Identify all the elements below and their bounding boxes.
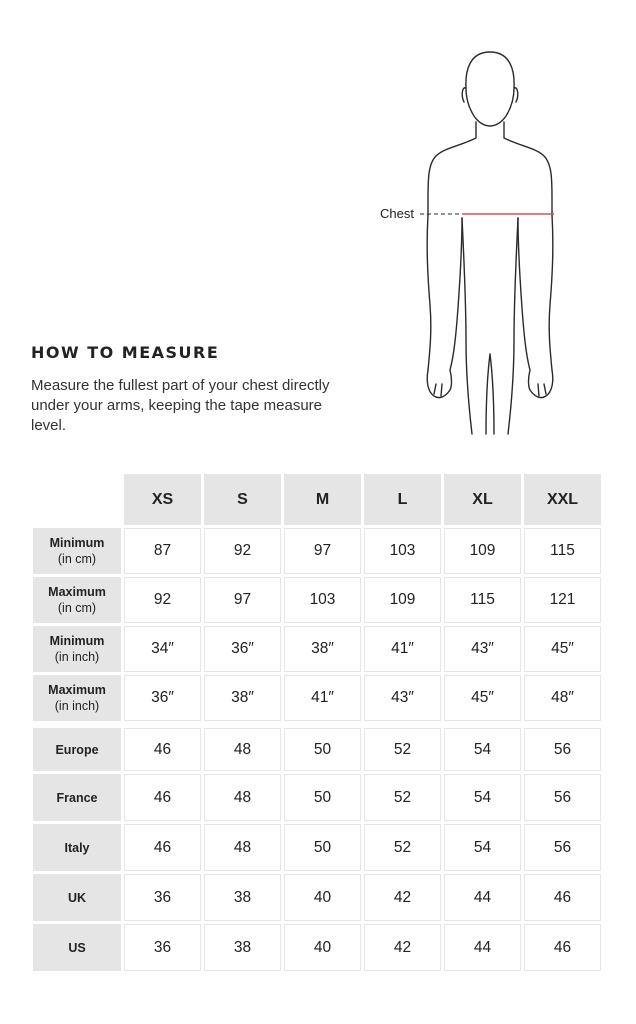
table-cell: 92 (124, 577, 201, 623)
row-label (33, 528, 121, 574)
row-label-main: Minimum (49, 536, 105, 550)
table-cell: 50 (284, 774, 361, 821)
size-header-s: S (204, 474, 281, 525)
table-cell: 41″ (364, 626, 441, 672)
table-cell: 97 (284, 528, 361, 574)
table-cell: 92 (204, 528, 281, 574)
row-label-unit: (in cm) (57, 552, 97, 566)
table-cell: 43″ (364, 675, 441, 721)
table-cell: 115 (524, 528, 601, 574)
table-cell: 50 (284, 724, 361, 771)
table-cell: 44 (444, 874, 521, 921)
table-row (33, 824, 601, 871)
human-figure-icon (370, 40, 610, 440)
row-label (33, 626, 121, 672)
table-row (33, 577, 601, 623)
table-cell: 36″ (124, 675, 201, 721)
row-label-unit: (in cm) (57, 601, 97, 615)
corner-cell (33, 474, 121, 525)
how-to-measure-description: Measure the fullest part of your chest directly under your arms, keeping the tape measure level. (31, 377, 330, 434)
size-header-xl: XL (444, 474, 521, 525)
table-cell: 45″ (444, 675, 521, 721)
table-row (33, 675, 601, 721)
table-cell: 38″ (204, 675, 281, 721)
table-cell: 36 (124, 874, 201, 921)
row-label: Europe (33, 724, 121, 771)
table-row (33, 724, 601, 771)
table-cell: 36″ (204, 626, 281, 672)
size-header-m: M (284, 474, 361, 525)
table-cell: 103 (364, 528, 441, 574)
measurement-rows (33, 528, 601, 721)
table-row (33, 924, 601, 971)
table-cell: 52 (364, 824, 441, 871)
size-header-row (33, 474, 601, 525)
row-label: UK (33, 874, 121, 921)
table-cell: 43″ (444, 626, 521, 672)
how-to-measure-title: HOW TO MEASURE (31, 343, 220, 362)
table-cell: 46 (124, 824, 201, 871)
size-header-xxl: XXL (524, 474, 601, 525)
row-label-main: Maximum (48, 683, 106, 697)
table-cell: 52 (364, 724, 441, 771)
table-row (33, 528, 601, 574)
table-cell: 48 (204, 824, 281, 871)
chest-label: Chest (380, 206, 414, 221)
region-rows (33, 724, 601, 971)
table-cell: 38″ (284, 626, 361, 672)
size-chart-table (30, 471, 604, 974)
table-cell: 87 (124, 528, 201, 574)
table-row (33, 626, 601, 672)
table-cell: 115 (444, 577, 521, 623)
table-row (33, 774, 601, 821)
table-cell: 48 (204, 774, 281, 821)
table-cell: 56 (524, 724, 601, 771)
table-cell: 56 (524, 774, 601, 821)
table-cell: 97 (204, 577, 281, 623)
table-cell: 48 (204, 724, 281, 771)
table-cell: 40 (284, 874, 361, 921)
row-label-unit: (in inch) (54, 650, 100, 664)
table-row (33, 874, 601, 921)
table-cell: 46 (124, 774, 201, 821)
table-cell: 41″ (284, 675, 361, 721)
table-cell: 42 (364, 924, 441, 971)
row-label (33, 577, 121, 623)
table-cell: 46 (524, 924, 601, 971)
row-label: US (33, 924, 121, 971)
table-cell: 103 (284, 577, 361, 623)
table-cell: 44 (444, 924, 521, 971)
table-cell: 40 (284, 924, 361, 971)
table-cell: 48″ (524, 675, 601, 721)
row-label: Italy (33, 824, 121, 871)
table-cell: 109 (364, 577, 441, 623)
row-label-unit: (in inch) (54, 699, 100, 713)
table-cell: 109 (444, 528, 521, 574)
body-illustration (370, 40, 610, 440)
size-header-l: L (364, 474, 441, 525)
table-cell: 54 (444, 774, 521, 821)
table-cell: 46 (524, 874, 601, 921)
table-cell: 45″ (524, 626, 601, 672)
table-cell: 34″ (124, 626, 201, 672)
row-label: France (33, 774, 121, 821)
table-cell: 36 (124, 924, 201, 971)
table-cell: 54 (444, 724, 521, 771)
row-label (33, 675, 121, 721)
row-label-main: Minimum (49, 634, 105, 648)
row-label-main: Maximum (48, 585, 106, 599)
table-cell: 121 (524, 577, 601, 623)
table-cell: 42 (364, 874, 441, 921)
size-header-xs: XS (124, 474, 201, 525)
table-cell: 52 (364, 774, 441, 821)
table-cell: 38 (204, 924, 281, 971)
table-cell: 38 (204, 874, 281, 921)
table-cell: 56 (524, 824, 601, 871)
table-cell: 46 (124, 724, 201, 771)
table-cell: 50 (284, 824, 361, 871)
table-cell: 54 (444, 824, 521, 871)
